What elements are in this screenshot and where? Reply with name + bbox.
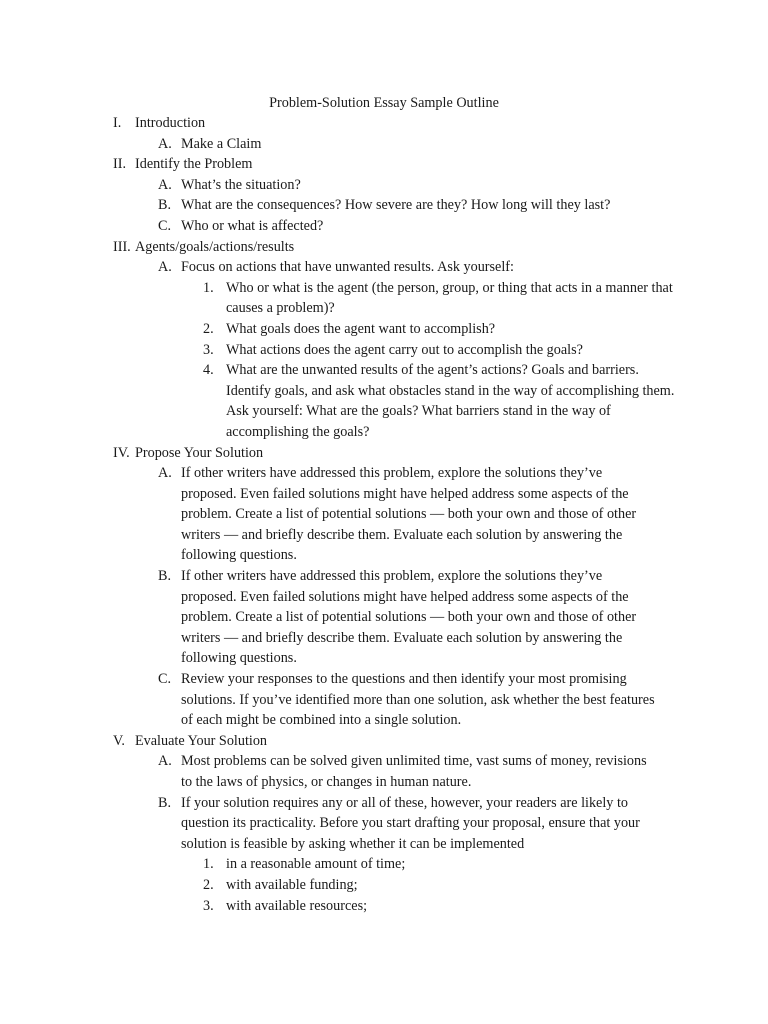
- outline-section: [0, 731, 768, 752]
- outline-text: Identify the Problem: [135, 156, 253, 173]
- outline-subitem: [0, 195, 768, 216]
- outline-subsubitem: [0, 896, 768, 917]
- outline-text: with available funding;: [226, 876, 358, 893]
- outline-text: Make a Claim: [181, 135, 262, 152]
- outline-subitem: [0, 134, 768, 155]
- outline-marker: 3.: [203, 341, 214, 358]
- outline-text: Agents/goals/actions/results: [135, 238, 295, 255]
- outline-marker: A.: [158, 259, 172, 276]
- outline-subitem: [0, 463, 768, 566]
- outline-section: [0, 154, 768, 175]
- outline-section: [0, 443, 768, 464]
- outline-subitem: [0, 257, 768, 278]
- outline-subsubitem: [0, 854, 768, 875]
- outline-subsubitem: [0, 340, 768, 361]
- outline-marker: 1.: [203, 856, 214, 873]
- outline-text: What are the unwanted results of the agent’s actions? Goals and barriers. Identify goals, and ask what obstacles stand in the way of accomplishing them. Ask yourself: What are the goals? What barriers stand in the way of accomplishing the goals?: [226, 362, 675, 440]
- outline-subsubitem: [0, 319, 768, 340]
- outline-marker: B.: [158, 568, 172, 585]
- outline-subsubitem: [0, 278, 768, 319]
- outline-text: What’s the situation?: [181, 176, 301, 193]
- outline-marker: B.: [158, 197, 172, 214]
- outline-marker: 4.: [203, 362, 214, 379]
- outline-text: If other writers have addressed this problem, explore the solutions they’ve proposed. Even failed solutions might have helped address some aspects of the problem. Create a list of potential solutions — both your own and those of other writers — and briefly describe them. Evaluate each solution by answering the following questions.: [181, 568, 637, 667]
- outline-marker: II.: [113, 156, 126, 173]
- outline-marker: 1.: [203, 279, 214, 296]
- outline-text: Who or what is affected?: [181, 217, 324, 234]
- outline-marker: 3.: [203, 897, 214, 914]
- outline-text: Introduction: [135, 115, 206, 131]
- outline-marker: 2.: [203, 876, 214, 893]
- outline-text: in a reasonable amount of time;: [226, 856, 406, 873]
- outline-text: Review your responses to the questions and then identify your most promising solutions. If you’ve identified more than one solution, ask whether the best features of each might be combined into a single solution.: [181, 671, 655, 729]
- outline-text: If other writers have addressed this problem, explore the solutions they’ve proposed. Even failed solutions might have helped address some aspects of the problem. Create a list of potential solutions — both your own and those of other writers — and briefly describe them. Evaluate each solution by answering the following questions.: [181, 465, 637, 564]
- outline-text: What are the consequences? How severe are they? How long will they last?: [181, 197, 611, 214]
- outline-marker: A.: [158, 753, 172, 770]
- outline-section: [0, 237, 768, 258]
- outline-marker: 2.: [203, 320, 214, 337]
- outline-subsubitem: [0, 875, 768, 896]
- outline-marker: C.: [158, 671, 172, 688]
- outline-subitem: [0, 669, 768, 731]
- outline-text: What actions does the agent carry out to accomplish the goals?: [226, 341, 583, 358]
- outline-text: Who or what is the agent (the person, group, or thing that acts in a manner that causes a problem)?: [226, 279, 673, 317]
- outline-marker: IV.: [113, 444, 130, 461]
- document-title: Problem-Solution Essay Sample Outline: [269, 95, 499, 111]
- outline-marker: A.: [158, 465, 172, 482]
- outline: [0, 113, 768, 916]
- outline-marker: III.: [113, 238, 131, 255]
- outline-text: Evaluate Your Solution: [135, 732, 268, 749]
- outline-text: Propose Your Solution: [135, 444, 264, 461]
- outline-marker: A.: [158, 176, 172, 193]
- outline-text: with available resources;: [226, 897, 368, 914]
- outline-marker: I.: [113, 115, 122, 131]
- outline-subitem: [0, 566, 768, 669]
- outline-text: If your solution requires any or all of these, however, your readers are likely to question its practicality. Before you start drafting your proposal, ensure that your solution is feasible by asking whether it can be implemented: [181, 794, 640, 852]
- outline-subitem: [0, 175, 768, 196]
- outline-subitem: [0, 216, 768, 237]
- outline-section: [0, 113, 768, 134]
- outline-subitem: [0, 793, 768, 855]
- outline-subitem: [0, 751, 768, 792]
- outline-marker: A.: [158, 135, 172, 152]
- outline-marker: B.: [158, 794, 172, 811]
- outline-text: Most problems can be solved given unlimited time, vast sums of money, revisions to the laws of physics, or changes in human nature.: [181, 753, 647, 790]
- outline-marker: C.: [158, 217, 172, 234]
- outline-text: What goals does the agent want to accomplish?: [226, 320, 496, 337]
- outline-text: Focus on actions that have unwanted results. Ask yourself:: [181, 259, 514, 276]
- outline-subsubitem: [0, 360, 768, 442]
- outline-marker: V.: [113, 732, 125, 749]
